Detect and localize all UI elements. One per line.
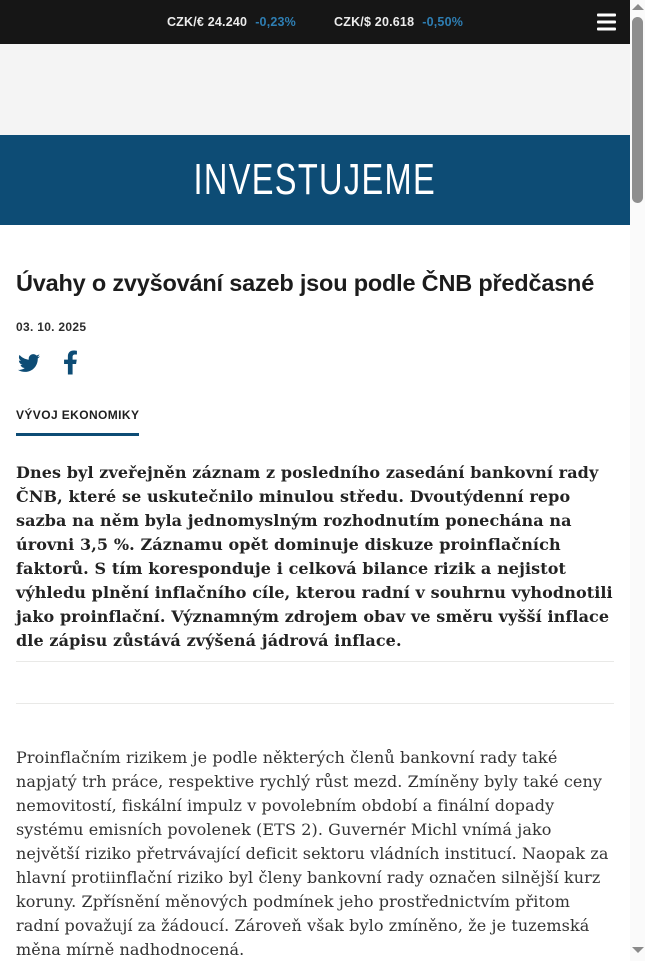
article <box>0 266 630 961</box>
scrollbar-thumb[interactable] <box>632 17 643 203</box>
site-header <box>0 135 630 225</box>
facebook-icon[interactable] <box>63 350 78 375</box>
hamburger-menu-icon[interactable] <box>597 14 616 31</box>
divider-bottom <box>16 703 614 704</box>
rate-change: -0,50% <box>422 15 464 29</box>
rate-czk-eur <box>167 15 296 29</box>
article-date: 03. 10. 2025 <box>16 320 87 334</box>
scrollbar-up-arrow-icon[interactable] <box>632 4 644 10</box>
page-scrollbar[interactable] <box>630 0 645 961</box>
rate-pair-value: CZK/€ 24.240 <box>166 15 248 29</box>
rate-pair-value: CZK/$ 20.618 <box>334 15 415 29</box>
scrollbar-down-arrow-icon[interactable] <box>632 947 644 953</box>
ad-placeholder-strip <box>0 44 630 135</box>
currency-rates <box>167 15 463 29</box>
article-title: Úvahy o zvyšování sazeb jsou podle ČNB předčasné <box>16 270 595 296</box>
category-label[interactable]: VÝVOJ EKONOMIKY <box>16 408 139 436</box>
article-lead-paragraph: Dnes byl zveřejněn záznam z posledního zasedání bankovní rady ČNB, které se uskutečnilo minulou středu. Dvoutýdenní repo sazba na něm byla jednomyslným rozhodnutím ponechána na úrovni 3,5 %. Záznamu opět dominuje diskuze proinflačních faktorů. S tím koresponduje i celková bilance rizik a nejistot výhledu plnění inflačního cíle, kterou radní v souhrnu vyhodnotili jako proinflační. Významným zdrojem obav ve směru vyšší inflace dle zápisu zůstává zvýšená jádrová inflace. <box>16 463 613 650</box>
article-body-paragraph: Proinflačním rizikem je podle některých členů bankovní rady také napjatý trh práce, respektive rychlý růst mezd. Zmíněny byly také ceny nemovitostí, fiskální impulz v povolebním období a finální dopady systému emisních povolenek (ETS 2). Guvernér Michl vnímá jako největší riziko přetrvávající deficit sektoru vládních institucí. Naopak za hlavní protiinflační riziko byl členy bankovní rady označen silnější kurz koruny. Zpřísnění měnových podmínek jeho prostřednictvím přitom radní považují za žádoucí. Zároveň však bylo zmíněno, že je tuzemská měna mírně nadhodnocená. <box>16 748 609 959</box>
twitter-icon[interactable] <box>16 352 42 374</box>
currency-topbar <box>0 0 630 44</box>
inline-ad-slot <box>16 662 614 703</box>
rate-czk-usd <box>334 15 463 29</box>
share-buttons <box>16 350 614 375</box>
site-logo[interactable]: INVESTUJEME <box>193 155 437 204</box>
rate-change: -0,23% <box>255 15 296 29</box>
